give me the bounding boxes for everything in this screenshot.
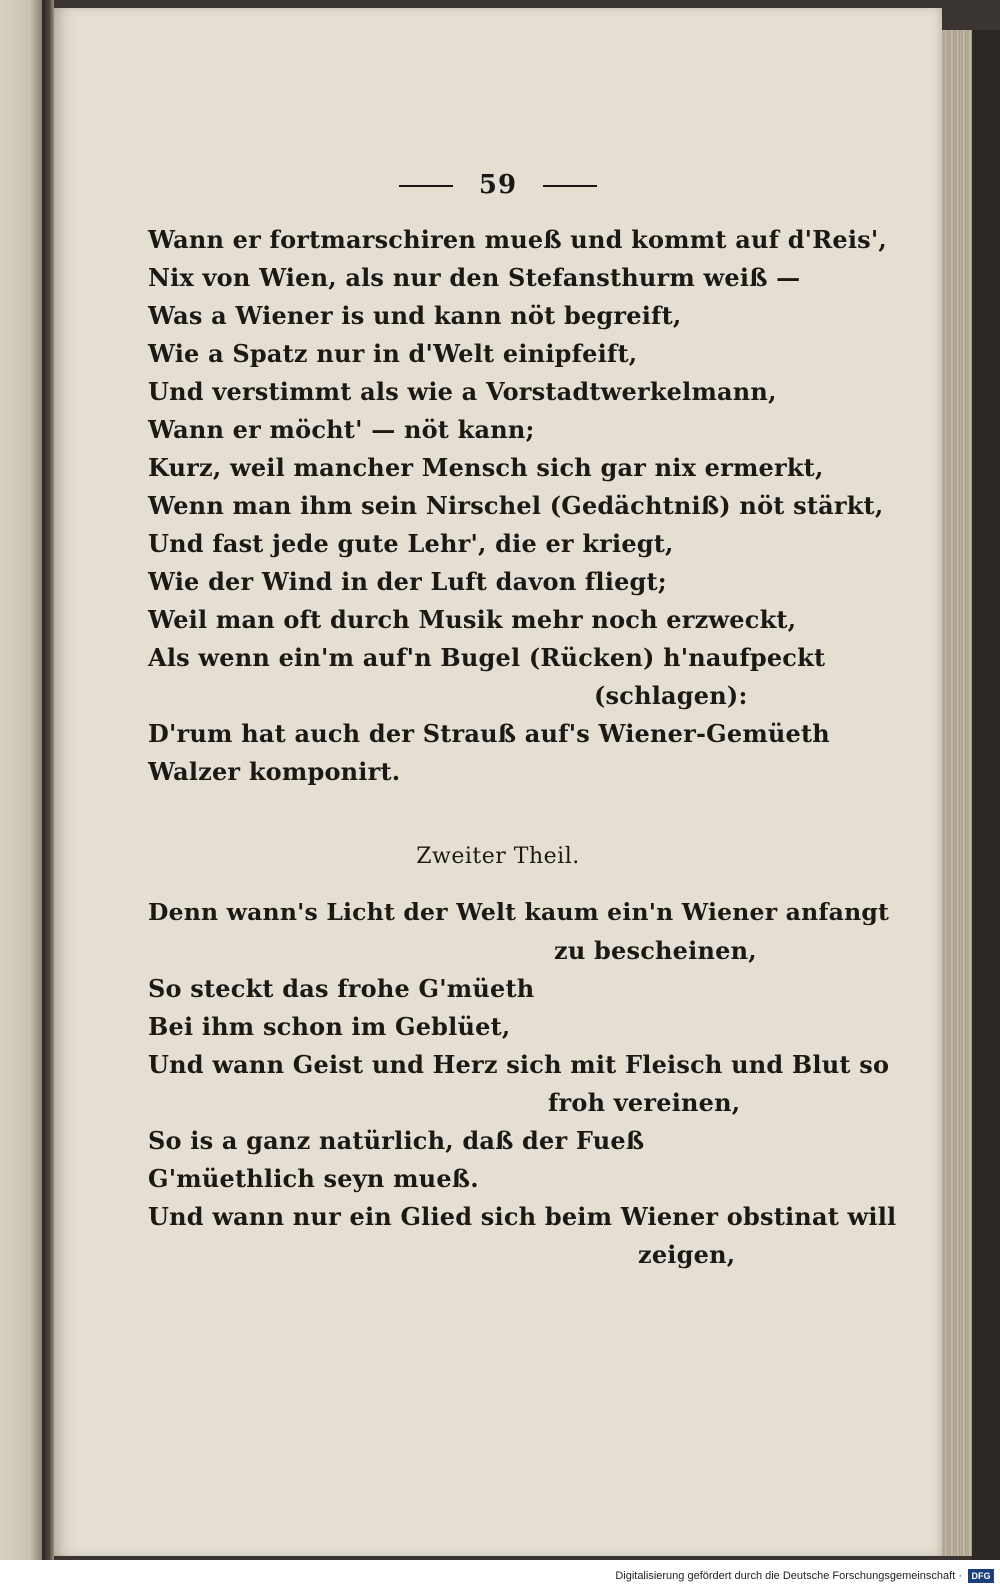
book-gutter	[42, 0, 54, 1560]
verse-line: Nix von Wien, als nur den Stefansthurm weiß —	[148, 263, 801, 292]
verse-line: Wie der Wind in der Luft davon fliegt;	[148, 567, 667, 596]
verse-line-continuation: zu bescheinen,	[554, 936, 757, 965]
verse-line-continuation: (schlagen):	[594, 681, 748, 710]
footer-bar	[0, 1560, 1000, 1593]
verse-line: So steckt das frohe G'müeth	[148, 974, 535, 1003]
verse-line-continuation: zeigen,	[638, 1240, 736, 1269]
book-page	[54, 8, 942, 1556]
verse-line: Weil man oft durch Musik mehr noch erzweckt,	[148, 605, 797, 634]
previous-page-edge	[0, 0, 42, 1560]
verse-line: Und wann Geist und Herz sich mit Fleisch und Blut so	[148, 1050, 890, 1079]
page-number: 59	[478, 170, 518, 200]
page-shadow	[972, 30, 1000, 1560]
verse-line: Als wenn ein'm auf'n Bugel (Rücken) h'naufpeckt	[148, 643, 826, 672]
funding-notice: Digitalisierung gefördert durch die Deutsche Forschungsgemeinschaft ·	[615, 1570, 962, 1582]
verse-line: D'rum hat auch der Strauß auf's Wiener-Gemüeth	[148, 719, 830, 748]
dfg-logo-icon: DFG	[968, 1569, 994, 1583]
verse-line: Wann er möcht' — nöt kann;	[148, 415, 535, 444]
verse-line: Wenn man ihm sein Nirschel (Gedächtniß) nöt stärkt,	[148, 491, 884, 520]
verse-line: Walzer komponirt.	[148, 757, 401, 786]
verse-line: Und wann nur ein Glied sich beim Wiener obstinat will	[148, 1202, 897, 1231]
verse-line: Und fast jede gute Lehr', die er kriegt,	[148, 529, 674, 558]
verse-line: Bei ihm schon im Geblüet,	[148, 1012, 511, 1041]
verse-line: Und verstimmt als wie a Vorstadtwerkelmann,	[148, 377, 777, 406]
page-header	[54, 170, 942, 200]
verse-line: Wann er fortmarschiren mueß und kommt auf d'Reis',	[148, 225, 887, 254]
verse-line: Wie a Spatz nur in d'Welt einipfeift,	[148, 339, 638, 368]
header-rule-left	[399, 185, 453, 187]
page-block-edge	[942, 30, 972, 1556]
section-title: Zweiter Theil.	[416, 844, 580, 869]
verse-line: Denn wann's Licht der Welt kaum ein'n Wiener anfangt	[148, 898, 890, 926]
verse-line-continuation: froh vereinen,	[548, 1088, 741, 1117]
verse-line: Kurz, weil mancher Mensch sich gar nix ermerkt,	[148, 453, 824, 482]
verse-line: Was a Wiener is und kann nöt begreift,	[148, 301, 682, 330]
verse-line: So is a ganz natürlich, daß der Fueß	[148, 1126, 645, 1155]
header-rule-right	[543, 185, 597, 187]
verse-line: G'müethlich seyn mueß.	[148, 1164, 479, 1193]
